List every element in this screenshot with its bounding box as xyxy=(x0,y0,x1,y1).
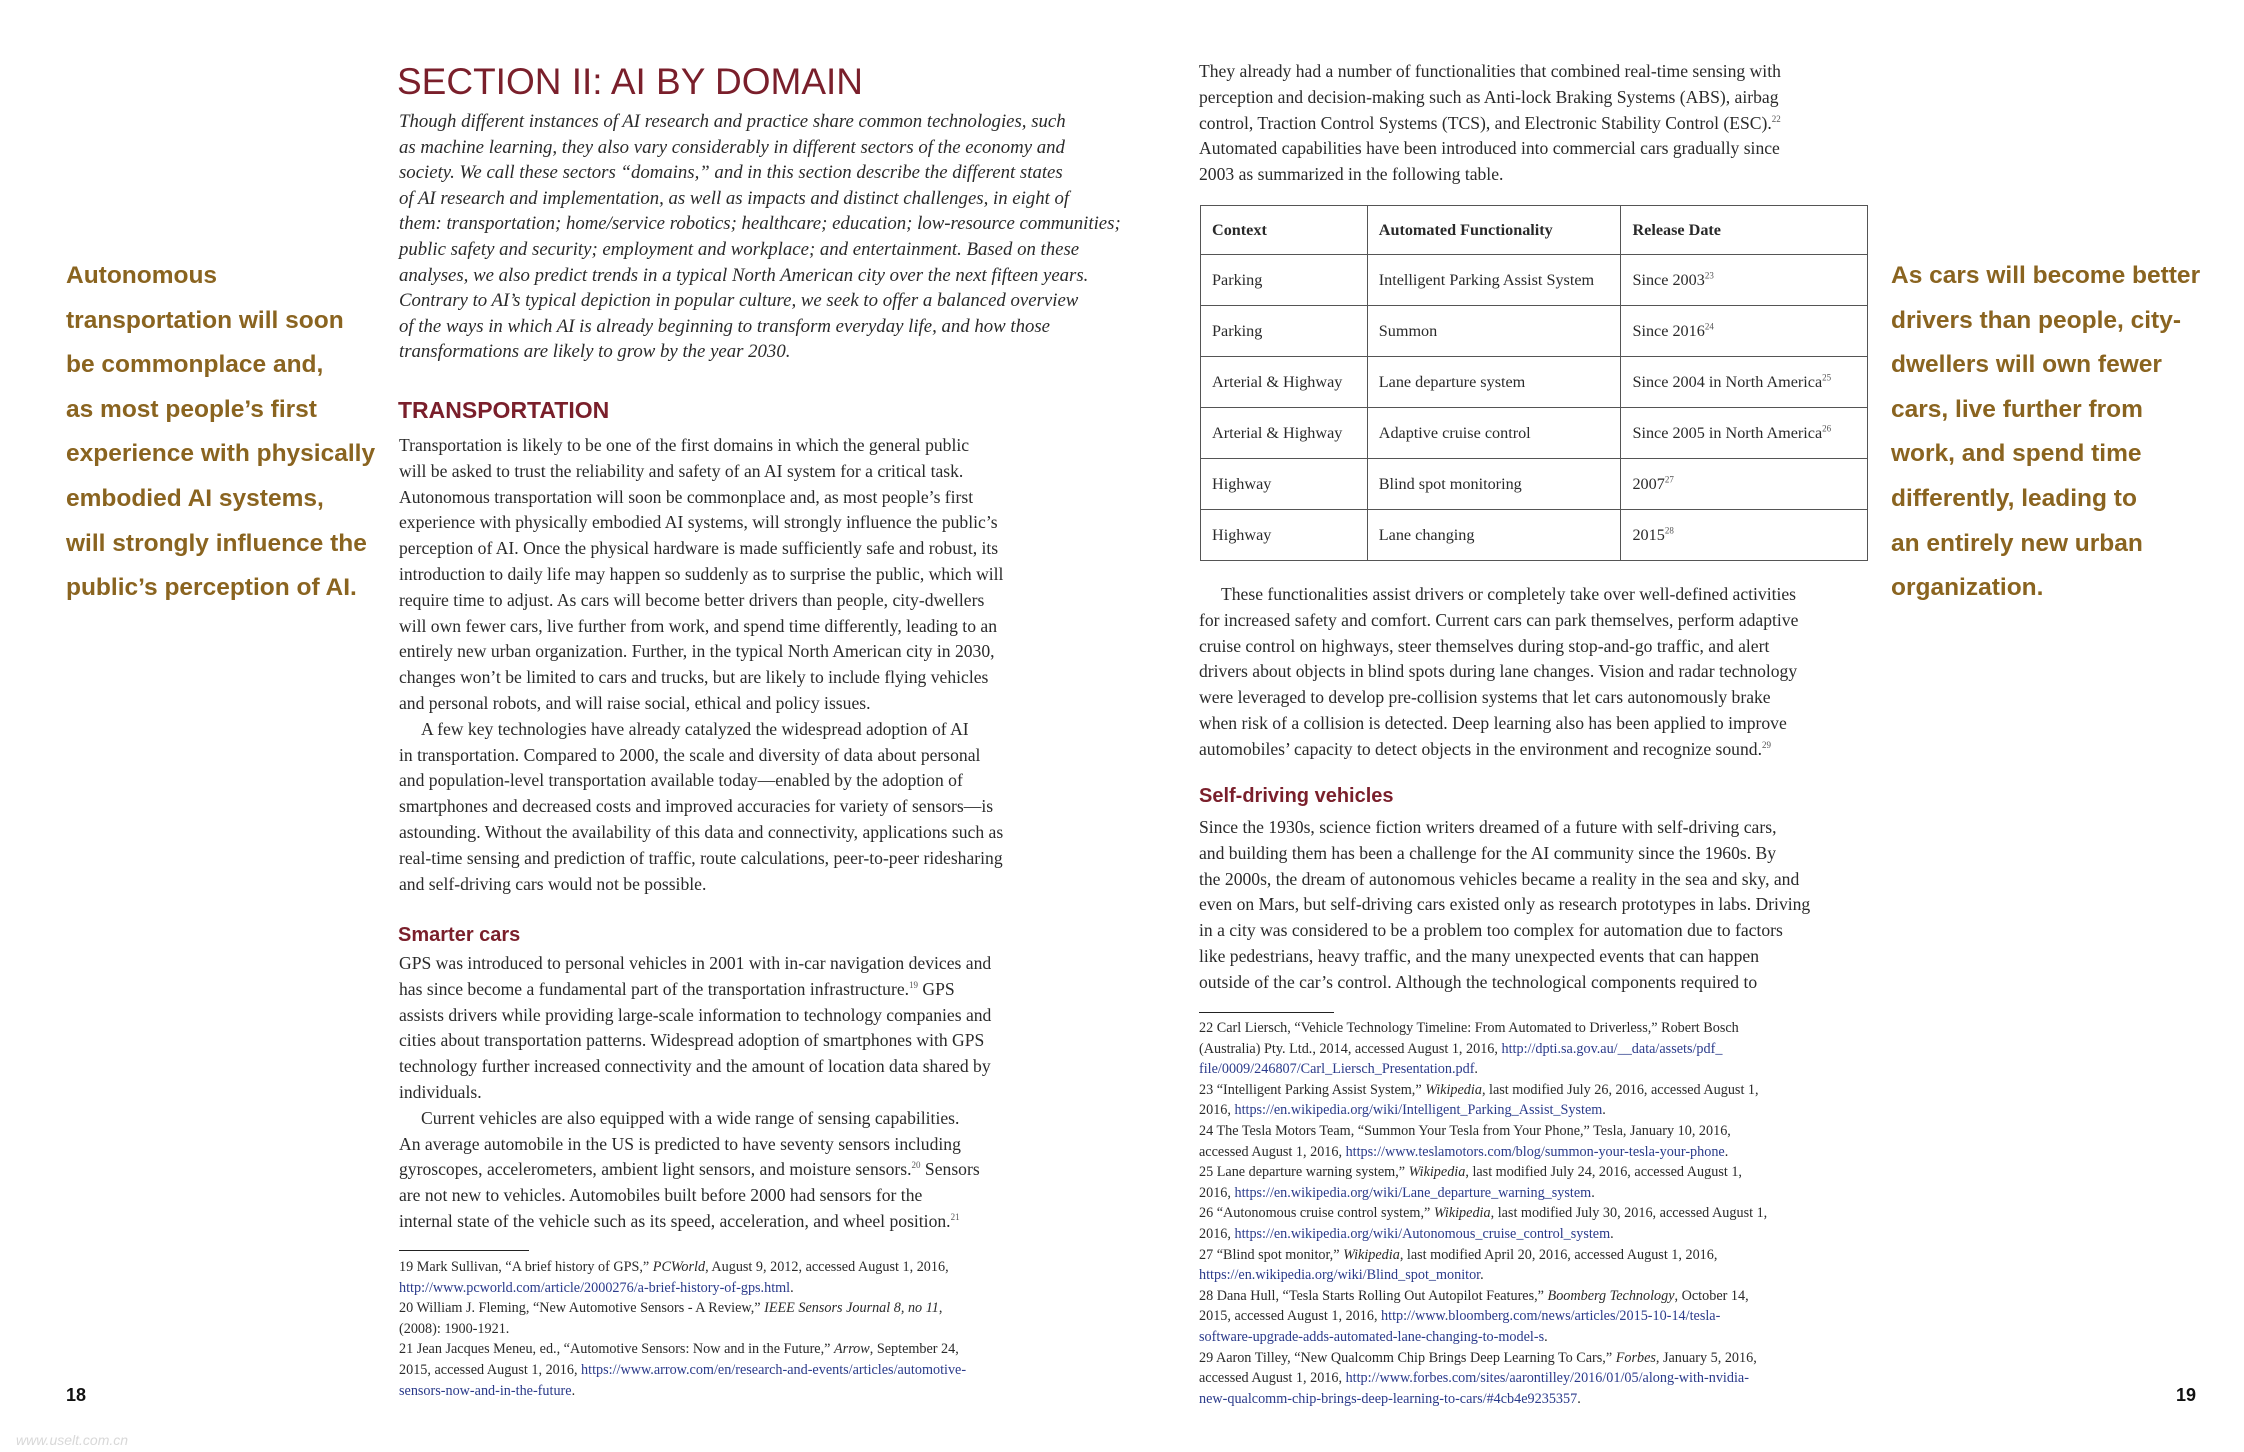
footnote-25 xyxy=(1199,1162,1767,1183)
body-text: automobiles’ capacity to detect objects in the environment and recognize sound. xyxy=(1199,738,1762,759)
fn-text: . xyxy=(1577,1390,1581,1407)
body-line: technology further increased connectivity and the amount of location data shared by xyxy=(399,1056,991,1077)
body-text: control, Traction Control Systems (TCS), and Electronic Stability Control (ESC). xyxy=(1199,112,1772,133)
body-line xyxy=(399,977,991,1003)
fn-text: 27 “Blind spot monitor,” xyxy=(1199,1246,1344,1263)
footnote-21-cont xyxy=(399,1360,966,1381)
pull-quote-line: work, and spend time xyxy=(1891,440,2142,468)
footnote-ref[interactable]: 26 xyxy=(1822,423,1832,434)
footnote-27 xyxy=(1199,1245,1767,1266)
intro-line: society. We call these sectors “domains,” and in this section describe the different states xyxy=(399,162,1063,184)
right-intro-paragraph xyxy=(1199,59,1781,188)
footnote-link[interactable]: http://dpti.sa.gov.au/__data/assets/pdf_ xyxy=(1501,1040,1723,1057)
fn-text: . xyxy=(1544,1328,1548,1345)
release-date: Since 2016 xyxy=(1632,321,1705,340)
footnote-24-cont xyxy=(1199,1142,1767,1163)
fn-text: , xyxy=(938,1300,943,1317)
footnote-link[interactable]: http://www.forbes.com/sites/aarontilley/2016/01/05/along-with-nvidia- xyxy=(1345,1370,1749,1387)
body-line: and personal robots, and will raise social, ethical and policy issues. xyxy=(399,692,871,713)
footnote-ref[interactable]: 28 xyxy=(1664,525,1674,536)
cell-functionality: Lane departure system xyxy=(1367,357,1621,408)
footnote-link[interactable]: https://www.arrow.com/en/research-and-events/articles/automotive- xyxy=(581,1361,967,1378)
footnote-link[interactable]: https://en.wikipedia.org/wiki/Autonomous_cruise_control_system xyxy=(1234,1225,1611,1242)
fn-text: . xyxy=(790,1279,794,1296)
footnote-26-cont xyxy=(1199,1224,1767,1245)
body-line: drivers about objects in blind spots during lane changes. Vision and radar technology xyxy=(1199,661,1798,682)
fn-publication: Boomberg Technology xyxy=(1547,1287,1675,1304)
table-row xyxy=(1201,510,1868,561)
body-line: experience with physically embodied AI systems, will strongly influence the public’s xyxy=(399,512,998,533)
body-line: and building them has been a challenge for the AI community since the 1960s. By xyxy=(1199,842,1777,863)
section-title: SECTION II: AI BY DOMAIN xyxy=(397,61,864,102)
footnote-20-cont: (2008): 1900-1921. xyxy=(399,1320,510,1337)
release-date: 2015 xyxy=(1632,525,1665,544)
body-line: when risk of a collision is detected. Deep learning also has been applied to improve xyxy=(1199,712,1787,733)
table-row xyxy=(1201,408,1868,459)
table-row xyxy=(1201,459,1868,510)
cell-context: Parking xyxy=(1201,306,1368,357)
body-text: has since become a fundamental part of the transportation infrastructure. xyxy=(399,978,910,999)
pull-quote-line: be commonplace and, xyxy=(66,351,324,379)
pull-quote-line: organization. xyxy=(1891,574,2044,602)
fn-text: accessed August 1, 2016, xyxy=(1199,1370,1346,1387)
body-line xyxy=(399,1209,991,1235)
table-header-row xyxy=(1201,206,1868,255)
fn-text: 2015, accessed August 1, 2016, xyxy=(399,1361,582,1378)
cell-context: Highway xyxy=(1201,459,1368,510)
pull-quote-line: differently, leading to xyxy=(1891,484,2137,512)
footnote-divider xyxy=(1199,1012,1334,1013)
pull-quote-line: embodied AI systems, xyxy=(66,484,324,512)
footnote-24: 24 The Tesla Motors Team, “Summon Your Tesla from Your Phone,” Tesla, January 10, 2016, xyxy=(1199,1122,1731,1139)
fn-publication: Wikipedia xyxy=(1425,1081,1482,1098)
body-line: outside of the car’s control. Although the technological components required to xyxy=(1199,971,1758,992)
table-row xyxy=(1201,306,1868,357)
intro-line: analyses, we also predict trends in a typical North American city over the next fifteen years. xyxy=(399,264,1089,286)
pull-quote-line: experience with physically xyxy=(66,440,376,468)
body-line: in transportation. Compared to 2000, the scale and diversity of data about personal xyxy=(399,744,981,765)
functionalities-paragraph xyxy=(1199,582,1798,763)
pull-quote-line: as most people’s first xyxy=(66,395,317,423)
page-number-left: 18 xyxy=(66,1385,87,1405)
fn-publication: Wikipedia xyxy=(1433,1205,1491,1222)
cell-context: Arterial & Highway xyxy=(1201,357,1368,408)
pull-quote-line: an entirely new urban xyxy=(1891,529,2143,557)
pull-quote-line: dwellers will own fewer xyxy=(1891,351,2162,379)
body-line: like pedestrians, heavy traffic, and the many unexpected events that can happen xyxy=(1199,945,1760,966)
cell-release-date xyxy=(1621,459,1868,510)
body-line: GPS was introduced to personal vehicles in 2001 with in-car navigation devices and xyxy=(399,953,992,973)
automation-table xyxy=(1200,205,1868,561)
body-line: individuals. xyxy=(399,1081,482,1102)
pull-quote-line: Autonomous xyxy=(66,262,218,289)
release-date: Since 2005 in North America xyxy=(1632,423,1823,442)
footnote-divider xyxy=(399,1250,529,1251)
pull-quote-line: transportation will soon xyxy=(66,306,344,334)
body-text: GPS xyxy=(918,978,955,999)
body-line: smartphones and decreased costs and improved accuracies for variety of sensors—is xyxy=(399,796,994,817)
smarter-cars-heading: Smarter cars xyxy=(398,924,521,946)
transportation-heading: TRANSPORTATION xyxy=(398,397,610,423)
fn-text: 20 William J. Fleming, “New Automotive Sensors - A Review,” xyxy=(399,1300,765,1317)
body-line: in a city was considered to be a problem too complex for automation due to factors xyxy=(1199,920,1783,941)
footnote-25-cont xyxy=(1199,1183,1767,1204)
cell-context: Arterial & Highway xyxy=(1201,408,1368,459)
cell-functionality: Blind spot monitoring xyxy=(1367,459,1621,510)
footnote-22-cont xyxy=(1199,1039,1767,1060)
body-line: assists drivers while providing large-scale information to technology companies and xyxy=(399,1004,992,1025)
page-number-right: 19 xyxy=(2176,1385,2197,1405)
fn-text: 21 Jean Jacques Meneu, ed., “Automotive Sensors: Now and in the Future,” xyxy=(399,1341,834,1358)
footnote-link[interactable]: https://www.teslamotors.com/blog/summon-your-tesla-your-phone xyxy=(1345,1143,1725,1160)
pull-quote-line: will strongly influence the xyxy=(66,529,367,557)
fn-text: 19 Mark Sullivan, “A brief history of GPS,” xyxy=(399,1259,653,1275)
body-line: introduction to daily life may happen so suddenly as to surprise the public, which will xyxy=(399,563,1004,584)
body-line: entirely new urban organization. Further, in the typical North American city in 2030, xyxy=(399,641,995,662)
footnote-link[interactable]: https://en.wikipedia.org/wiki/Blind_spot_monitor xyxy=(1199,1267,1481,1284)
fn-publication: IEEE Sensors Journal 8, no 11 xyxy=(764,1300,939,1317)
right-footnotes xyxy=(1199,1018,1767,1409)
right-pull-quote xyxy=(1891,254,2200,611)
fn-text: , last modified July 24, 2016, accessed August 1, xyxy=(1465,1164,1742,1181)
body-line: even on Mars, but self-driving cars existed only as research prototypes in labs. Driving xyxy=(1199,894,1811,915)
fn-text: , last modified April 20, 2016, accessed August 1, 2016, xyxy=(1399,1246,1718,1263)
left-footnotes xyxy=(399,1257,966,1401)
footnote-21 xyxy=(399,1339,966,1360)
body-line: cities about transportation patterns. Widespread adoption of smartphones with GPS xyxy=(399,1030,985,1051)
body-line: perception and decision-making such as Anti-lock Braking Systems (ABS), airbag xyxy=(1199,86,1779,107)
footnote-ref[interactable]: 21 xyxy=(950,1212,960,1223)
body-line: require time to adjust. As cars will become better drivers than people, city-dwellers xyxy=(399,589,985,610)
intro-line: of the ways in which AI is already beginning to transform everyday life, and how those xyxy=(399,315,1051,337)
fn-text: (Australia) Pty. Ltd., 2014, accessed August 1, 2016, xyxy=(1199,1040,1502,1057)
cell-release-date xyxy=(1621,408,1868,459)
footnote-ref[interactable]: 20 xyxy=(911,1160,921,1171)
left-pull-quote xyxy=(66,254,375,611)
pull-quote-line: cars, live further from xyxy=(1891,395,2143,423)
fn-text: 29 Aaron Tilley, “New Qualcomm Chip Brings Deep Learning To Cars,” xyxy=(1199,1349,1616,1366)
footnote-ref[interactable]: 24 xyxy=(1704,321,1714,332)
section-intro xyxy=(399,109,1121,365)
self-driving-body xyxy=(1199,815,1810,996)
body-line: They already had a number of functionalities that combined real-time sensing with xyxy=(1199,61,1781,81)
footnote-23 xyxy=(1199,1080,1767,1101)
footnote-ref[interactable]: 19 xyxy=(909,979,919,990)
footnote-29 xyxy=(1199,1348,1767,1369)
pull-quote-line: drivers than people, city- xyxy=(1891,306,2181,334)
footnote-link[interactable]: sensors-now-and-in-the-future xyxy=(399,1382,572,1399)
body-line: Current vehicles are also equipped with a wide range of sensing capabilities. xyxy=(421,1107,960,1128)
fn-text: , August 9, 2012, accessed August 1, 2016, xyxy=(705,1259,949,1275)
body-line: 2003 as summarized in the following table. xyxy=(1199,164,1504,185)
intro-line: transformations are likely to grow by the year 2030. xyxy=(399,341,791,363)
pull-quote-line: As cars will become better xyxy=(1891,262,2201,289)
fn-text: accessed August 1, 2016, xyxy=(1199,1143,1346,1160)
footnote-28-cont xyxy=(1199,1327,1767,1348)
fn-text: . xyxy=(1602,1102,1606,1119)
intro-line: them: transportation; home/service robotics; healthcare; education; low-resource communities; xyxy=(399,213,1121,235)
fn-text: , October 14, xyxy=(1674,1287,1749,1304)
fn-text: . xyxy=(571,1382,576,1399)
cell-functionality: Intelligent Parking Assist System xyxy=(1367,255,1621,306)
column-header: Release Date xyxy=(1621,206,1868,255)
body-line: Autonomous transportation will soon be commonplace and, as most people’s first xyxy=(399,486,974,507)
body-line: for increased safety and comfort. Current cars can park themselves, perform adaptive xyxy=(1199,609,1799,630)
fn-text: 26 “Autonomous cruise control system,” xyxy=(1199,1205,1434,1222)
table-row xyxy=(1201,255,1868,306)
fn-text: 25 Lane departure warning system,” xyxy=(1199,1164,1409,1181)
body-line: Transportation is likely to be one of the first domains in which the general public xyxy=(399,435,970,455)
fn-publication: Arrow xyxy=(834,1341,870,1358)
body-line: were leveraged to develop pre-collision systems that let cars autonomously brake xyxy=(1199,687,1771,708)
body-line: and population-level transportation available today—enabled by the adoption of xyxy=(399,770,963,791)
body-line: the 2000s, the dream of autonomous vehicles became a reality in the sea and sky, and xyxy=(1199,868,1800,889)
fn-text: , last modified July 30, 2016, accessed August 1, xyxy=(1490,1205,1768,1222)
body-line: are not new to vehicles. Automobiles built before 2000 had sensors for the xyxy=(399,1185,923,1206)
footnote-link[interactable]: https://en.wikipedia.org/wiki/Lane_departure_warning_system xyxy=(1234,1184,1592,1201)
cell-release-date xyxy=(1621,255,1868,306)
fn-text: , January 5, 2016, xyxy=(1655,1349,1757,1366)
column-header: Context xyxy=(1201,206,1368,255)
intro-line: of AI research and implementation, as well as impacts and distinct challenges, in eight of xyxy=(399,187,1070,209)
footnote-link[interactable]: new-qualcomm-chip-brings-deep-learning-to-cars/#4cb4e9235357 xyxy=(1199,1390,1578,1407)
pull-quote-line: public’s perception of AI. xyxy=(66,574,357,602)
body-line: will own fewer cars, live further from work, and spend time differently, leading to an xyxy=(399,615,997,636)
table-row xyxy=(1201,357,1868,408)
body-line: astounding. Without the availability of this data and connectivity, applications such as xyxy=(399,821,1004,842)
footnote-29-cont xyxy=(1199,1368,1767,1389)
footnote-ref[interactable]: 22 xyxy=(1771,113,1781,124)
footnote-ref[interactable]: 25 xyxy=(1822,372,1832,383)
fn-text: 2016, xyxy=(1199,1102,1235,1119)
body-text: Sensors xyxy=(920,1159,980,1180)
footnote-26 xyxy=(1199,1203,1767,1224)
footnote-link[interactable]: file/0009/246807/Carl_Liersch_Presentation.pdf xyxy=(1199,1061,1475,1078)
fn-text: 2015, accessed August 1, 2016, xyxy=(1199,1308,1382,1325)
fn-text: , last modified July 26, 2016, accessed August 1, xyxy=(1481,1081,1759,1098)
body-line: will be asked to trust the reliability and safety of an AI system for a critical task. xyxy=(399,460,964,481)
footnote-19-cont xyxy=(399,1278,966,1299)
body-text: internal state of the vehicle such as its speed, acceleration, and wheel position. xyxy=(399,1210,951,1231)
footnote-19 xyxy=(399,1257,966,1278)
fn-text: . xyxy=(1724,1143,1729,1160)
fn-publication: Wikipedia xyxy=(1343,1246,1400,1263)
footnote-ref[interactable]: 27 xyxy=(1664,474,1674,485)
fn-publication: Forbes xyxy=(1615,1349,1656,1366)
intro-line: as machine learning, they also vary considerably in different sectors of the economy and xyxy=(399,136,1065,158)
cell-release-date xyxy=(1621,306,1868,357)
body-line: perception of AI. Once the physical hardware is made sufficiently safe and robust, its xyxy=(399,538,999,559)
fn-text: . xyxy=(1474,1061,1478,1078)
fn-text: 2016, xyxy=(1199,1184,1235,1201)
body-line: changes won’t be limited to cars and trucks, but are likely to include flying vehicles xyxy=(399,667,989,688)
footnote-ref[interactable]: 29 xyxy=(1761,739,1771,750)
body-line: These functionalities assist drivers or completely take over well-defined activities xyxy=(1221,584,1797,604)
footnote-link[interactable]: software-upgrade-adds-automated-lane-changing-to-model-s xyxy=(1199,1328,1545,1345)
body-line: and self-driving cars would not be possible. xyxy=(399,873,707,894)
cell-release-date xyxy=(1621,510,1868,561)
intro-line: Contrary to AI’s typical depiction in popular culture, we seek to offer a balanced overview xyxy=(399,290,1079,312)
footnote-21-cont xyxy=(399,1381,966,1402)
watermark: www.uselt.com.cn xyxy=(16,1432,129,1448)
footnote-22: 22 Carl Liersch, “Vehicle Technology Timeline: From Automated to Driverless,” Robert Bosch xyxy=(1199,1020,1739,1036)
body-line: real-time sensing and prediction of traffic, route calculations, peer-to-peer ridesharing xyxy=(399,847,1003,868)
body-line: cruise control on highways, steer themselves during stop-and-go traffic, and alert xyxy=(1199,635,1770,656)
cell-context: Parking xyxy=(1201,255,1368,306)
body-line xyxy=(399,1157,991,1183)
body-line: An average automobile in the US is predicted to have seventy sensors including xyxy=(399,1133,961,1154)
body-line: A few key technologies have already catalyzed the widespread adoption of AI xyxy=(421,718,969,739)
body-line: Automated capabilities have been introduced into commercial cars gradually since xyxy=(1199,138,1780,159)
cell-functionality: Adaptive cruise control xyxy=(1367,408,1621,459)
footnote-28-cont xyxy=(1199,1306,1767,1327)
fn-text: , September 24, xyxy=(869,1341,959,1358)
body-line: Since the 1930s, science fiction writers dreamed of a future with self-driving cars, xyxy=(1199,817,1777,837)
body-text: gyroscopes, accelerometers, ambient light sensors, and moisture sensors. xyxy=(399,1159,912,1180)
fn-publication: Wikipedia xyxy=(1408,1164,1466,1181)
fn-text: . xyxy=(1591,1184,1595,1201)
intro-line: Though different instances of AI research and practice share common technologies, such xyxy=(399,111,1066,132)
footnote-22-cont xyxy=(1199,1059,1767,1080)
footnote-ref[interactable]: 23 xyxy=(1704,270,1714,281)
fn-text: 2016, xyxy=(1199,1225,1235,1242)
fn-publication: PCWorld xyxy=(652,1259,706,1275)
footnote-23-cont xyxy=(1199,1100,1767,1121)
column-header: Automated Functionality xyxy=(1367,206,1621,255)
footnote-link[interactable]: https://en.wikipedia.org/wiki/Intelligent_Parking_Assist_System xyxy=(1234,1102,1603,1119)
footnote-29-cont xyxy=(1199,1389,1767,1410)
cell-functionality: Lane changing xyxy=(1367,510,1621,561)
footnote-20 xyxy=(399,1298,966,1319)
cell-context: Highway xyxy=(1201,510,1368,561)
transportation-body xyxy=(399,433,1003,897)
release-date: Since 2004 in North America xyxy=(1632,372,1823,391)
footnote-27-cont xyxy=(1199,1265,1767,1286)
body-line xyxy=(1199,111,1781,137)
fn-text: 23 “Intelligent Parking Assist System,” xyxy=(1199,1081,1426,1098)
fn-text: . xyxy=(1480,1267,1484,1284)
release-date: Since 2003 xyxy=(1632,270,1705,289)
cell-release-date xyxy=(1621,357,1868,408)
intro-line: public safety and security; employment and workplace; and entertainment. Based on these xyxy=(399,238,1080,260)
smarter-cars-body xyxy=(399,951,991,1235)
release-date: 2007 xyxy=(1632,474,1665,493)
footnote-link[interactable]: http://www.bloomberg.com/news/articles/2015-10-14/tesla- xyxy=(1381,1308,1721,1325)
cell-functionality: Summon xyxy=(1367,306,1621,357)
footnote-28 xyxy=(1199,1286,1767,1307)
footnote-link[interactable]: http://www.pcworld.com/article/2000276/a-brief-history-of-gps.html xyxy=(399,1279,791,1296)
body-line xyxy=(1199,737,1798,763)
self-driving-heading: Self-driving vehicles xyxy=(1199,785,1394,807)
fn-text: 28 Dana Hull, “Tesla Starts Rolling Out Autopilot Features,” xyxy=(1199,1287,1548,1304)
fn-text: . xyxy=(1610,1225,1614,1242)
